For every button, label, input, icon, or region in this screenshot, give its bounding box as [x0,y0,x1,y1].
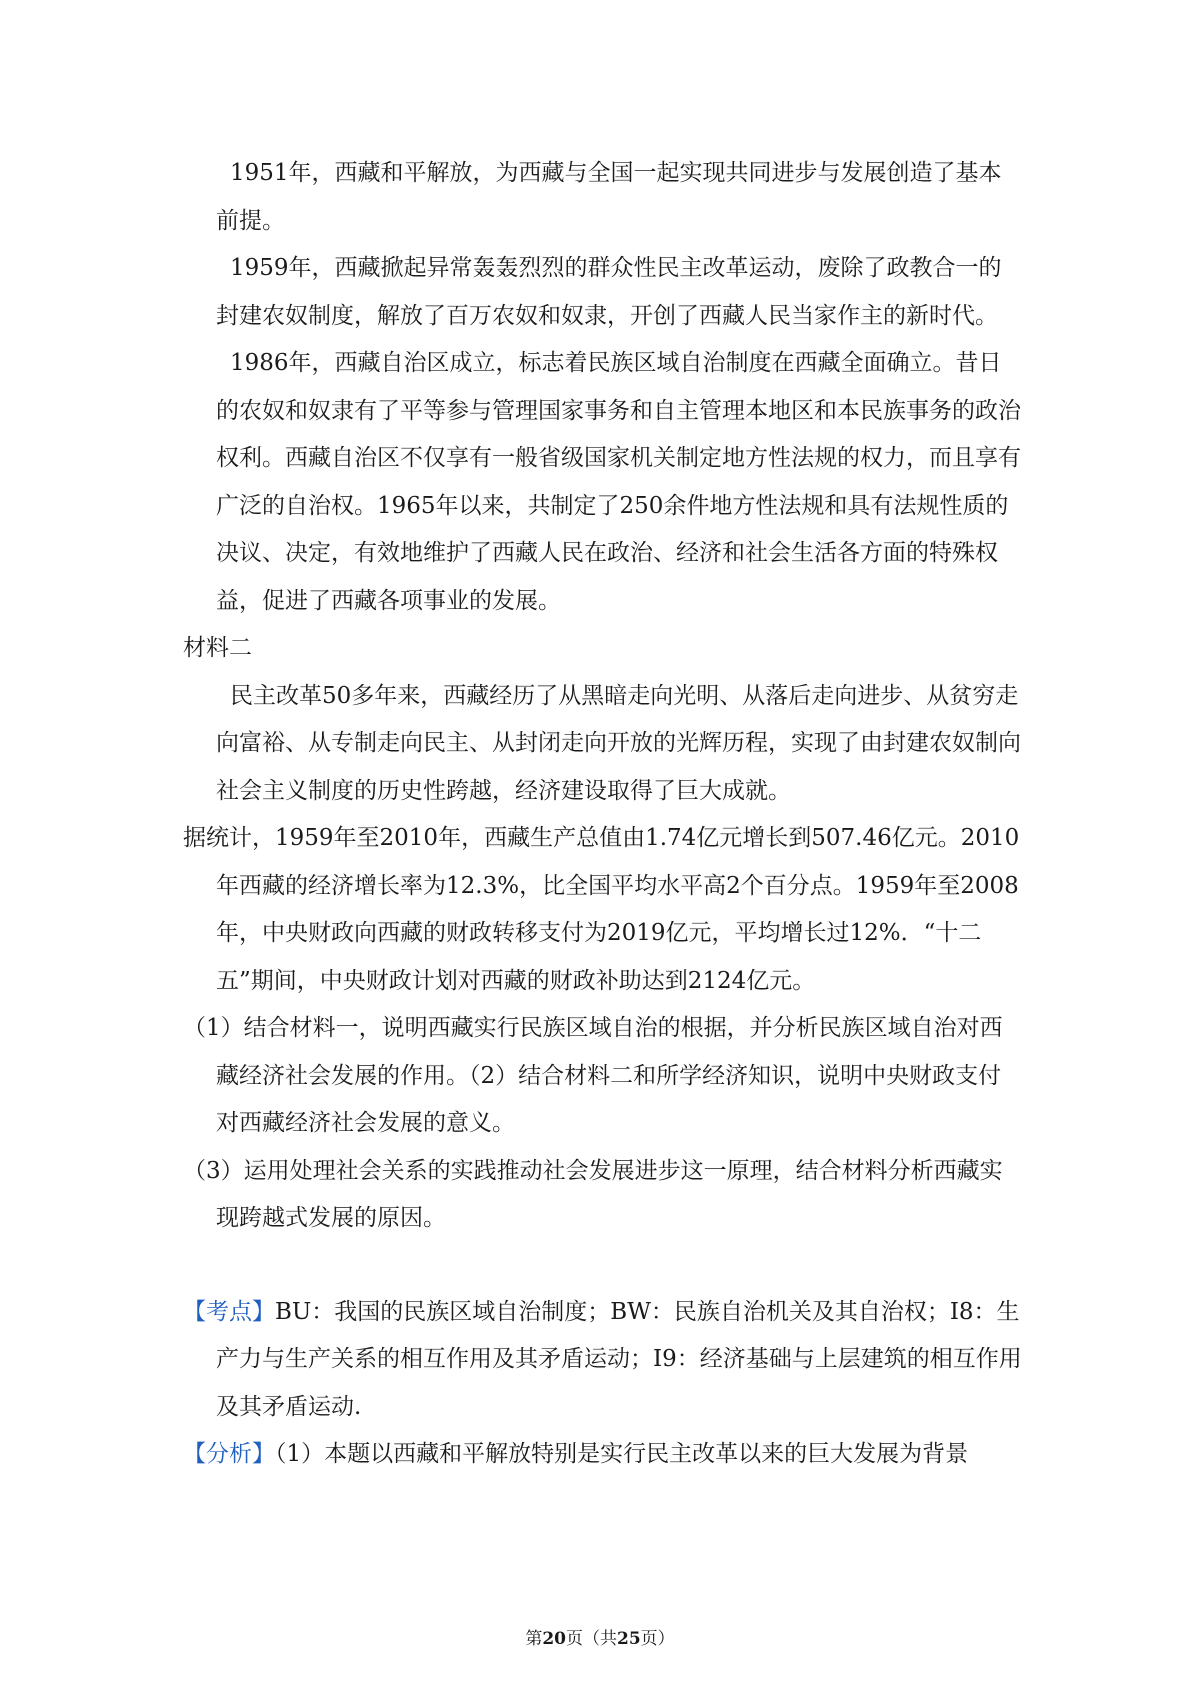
kaodian-tag: 【考点】 [183,1298,275,1325]
material-two-paragraph-1: 民主改革50多年来，西藏经历了从黑暗走向光明、从落后走向进步、从贫穷走向富裕、从专制走向民主、从封闭走向开放的光辉历程，实现了由封建农奴制向社会主义制度的历史性跨越，经济建设取得了巨大成就。 [216,682,1021,804]
page-content [183,150,1023,1479]
fenxi-section [183,1431,1023,1479]
question-1-2: （1）结合材料一，说明西藏实行民族区域自治的根据，并分析民族区域自治对西藏经济社会发展的作用。（2）结合材料二和所学经济知识，说明中央财政支付对西藏经济社会发展的意义。 [183,1015,1003,1136]
fenxi-text: （1）本题以西藏和平解放特别是实行民主改革以来的巨大发展为背景 [275,1441,969,1467]
footer-suffix: 页） [640,1629,675,1649]
page-footer [0,1624,1200,1649]
fenxi-tag: 【分析】 [183,1441,275,1467]
kaodian-section [183,1289,1023,1432]
footer-page-number: 20 [542,1629,566,1649]
question-3: （3）运用处理社会关系的实践推动社会发展进步这一原理，结合材料分析西藏实现跨越式发展的原因。 [183,1157,1003,1231]
kaodian-text: BU：我国的民族区域自治制度；BW：民族自治机关及其自治权；I8：生产力与生产关系的相互作用及其矛盾运动；I9：经济基础与上层建筑的相互作用及其矛盾运动. [216,1298,1022,1420]
material-two-heading: 材料二 [183,635,252,661]
paragraph-1959: 1959年，西藏掀起异常轰轰烈烈的群众性民主改革运动，废除了政教合一的封建农奴制度，解放了百万农奴和奴隶，开创了西藏人民当家作主的新时代。 [216,255,1002,329]
footer-prefix: 第 [525,1629,543,1649]
section-gap [183,1243,1023,1289]
footer-middle: 页（共 [566,1629,617,1649]
material-two-paragraph-2: 据统计，1959年至2010年，西藏生产总值由1.74亿元增长到507.46亿元。2010年西藏的经济增长率为12.3%，比全国平均水平高2个百分点。1959年至2008年，中央财政向西藏的财政转移支付为2019亿元，平均增长过12%．“十二五”期间，中央财政计划对西藏的财政补助达到2124亿元。 [183,825,1020,994]
footer-total-pages: 25 [617,1629,641,1649]
paragraph-1986: 1986年，西藏自治区成立，标志着民族区域自治制度在西藏全面确立。昔日的农奴和奴隶有了平等参与管理国家事务和自主管理本地区和本民族事务的政治权利。西藏自治区不仅享有一般省级国家机关制定地方性法规的权力，而且享有广泛的自治权。1965年以来，共制定了250余件地方性法规和具有法规性质的决议、决定，有效地维护了西藏人民在政治、经济和社会生活各方面的特殊权益，促进了西藏各项事业的发展。 [216,350,1021,614]
paragraph-1951: 1951年，西藏和平解放，为西藏与全国一起实现共同进步与发展创造了基本前提。 [216,160,1002,234]
